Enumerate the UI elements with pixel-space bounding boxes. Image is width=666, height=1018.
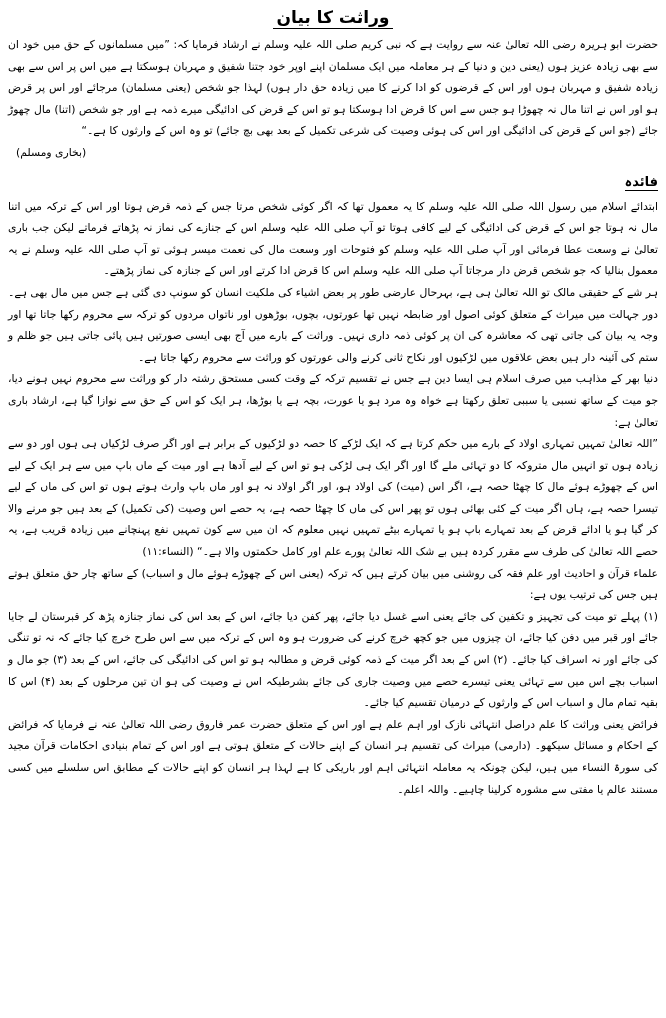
- body-paragraph: علماء قرآن و احادیث اور علم فقہ کی روشنی میں بیان کرتے ہیں کہ ترکہ (یعنی اس کے چھوڑے ہوئے مال و اسباب) کے ساتھ چار حق متعلق ہوتے ہیں جس کی ترتیب یوں ہے:: [8, 566, 658, 602]
- page-title: وراثت کا بیان: [8, 6, 658, 30]
- body-paragraph: فرائض یعنی وراثت کا علم دراصل انتہائی نازک اور اہم علم ہے اور اس کے متعلق حضرت عمر فاروق رضی اللہ تعالیٰ عنہ نے فرمایا کہ فرائض کے احکام و مسائل سیکھو۔ (دارمی) میراث کی تقسیم ہر انسان کے اپنے حالات کے متعلق ہوتی ہے اور اس کے تمام بنیادی احکامات قرآن مجید کی سورۃ النساء میں ہیں، لیکن چونکہ یہ معاملہ انتہائی اہم اور باریکی کا ہے لہذا ہر انسان کو اپنے حالات کے مطابق اس سلسلے میں کسی مستند عالم یا مفتی سے مشورہ کرلینا چاہیے۔ واللہ اعلم۔: [8, 717, 658, 796]
- hadith-paragraph: حضرت ابو ہریرہ رضی اللہ تعالیٰ عنہ سے روایت ہے کہ نبی کریم صلی اللہ علیہ وسلم نے ارشاد فرمایا کہ: ”میں مسلمانوں کے حق میں خود ان سے بھی زیادہ عزیز ہوں (یعنی دین و دنیا کے ہر معاملہ میں ایک مسلمان اپنے اوپر خود جتنا شفیق و مہربان ہوسکتا ہے میں اس پر اس سے بھی زیادہ شفیق و مہربان ہوں اور اس کے قرضوں کو ادا کرنے کا میں زیادہ حق دار ہوں) لہذا جو شخص (یعنی مسلمان) مرجائے اور اس پر قرض ہو اور اس نے اتنا مال نہ چھوڑا ہو جس سے اس کا قرض ادا ہوسکتا ہو تو اس کے قرض کی ادائیگی میرے ذمہ ہے اور جو شخص (اتنا) مال چھوڑ جائے (جو اس کے قرض کی ادائیگی اور اس کی ہوئی وصیت کی شرعی تکمیل کے بعد بھی بچ جائے) تو وہ اس کے وارثوں کا ہے۔“: [8, 38, 658, 138]
- hadith-reference: (بخاری ومسلم): [16, 145, 87, 159]
- quran-quote-paragraph: ”اللہ تعالیٰ تمہیں تمہاری اولاد کے بارے میں حکم کرتا ہے کہ ایک لڑکے کا حصہ دو لڑکیوں کے برابر ہے اور اگر صرف لڑکیاں ہی ہوں اور دو سے زیادہ ہوں تو انہیں مال متروکہ کا دو تہائی ملے گا اور اگر ایک ہی لڑکی ہو تو اس کے لیے آدھا ہے اور میت کے ماں باپ میں سے ہر ایک کے لیے اس کے چھوڑے ہوئے مال کا چھٹا حصہ ہے، اگر اس (میت) کی اولاد ہو، اور اگر اولاد نہ ہو اور ماں باپ وارث ہوتے ہوں تو اس کی ماں کے لیے تیسرا حصہ ہے، ہاں اگر میت کے کئی بھائی ہوں تو پھر اس کی ماں کا چھٹا حصہ ہے، یہ حصے اس وصیت (کی تکمیل) کے بعد ہیں جو مرنے والا کر گیا ہو یا ادائے قرض کے بعد تمہارے باپ ہو یا تمہارے بیٹے تمہیں نہیں معلوم کہ ان میں سے کون تمہیں نفع پہنچانے میں زیادہ قریب ہے، یہ حصے اللہ تعالیٰ کی طرف سے مقرر کردہ ہیں بے شک اللہ تعالیٰ پورے علم اور کامل حکمتوں والا ہے۔“ (النساء:۱۱): [8, 437, 658, 559]
- body-paragraph: ابتدائے اسلام میں رسول اللہ صلی اللہ علیہ وسلم کا یہ معمول تھا کہ اگر کوئی شخص مرتا جس کے ذمہ قرض ہوتا اور اس کے ترکہ میں اتنا مال نہ ہوتا جو اس کے قرض کی ادائیگی کے لیے کافی ہوتا تو آپ صلی اللہ علیہ وسلم اس کے جنازے کی نماز نہ پڑھاتے فرماتے لیکن جب باری تعالیٰ نے وسعت عطا فرمائی اور آپ صلی اللہ علیہ وسلم کو فتوحات اور وسعت مال کی نعمت میسر ہوئی تو آپ صلی اللہ علیہ وسلم نے یہ معمول بنالیا کہ جو شخص قرض دار مرجاتا آپ صلی اللہ علیہ وسلم اس کا قرض ادا کرتے اور اس کے جنازہ کی نماز پڑھتے۔: [8, 199, 658, 278]
- body-paragraph: دنیا بھر کے مذاہب میں صرف اسلام ہی ایسا دین ہے جس نے تقسیم ترکہ کے وقت کسی مستحق رشتہ دار کو وراثت سے محروم نہیں ہونے دیا، جو میت کے ساتھ نسبی یا سببی تعلق رکھتا ہے خواہ وہ مرد ہو یا عورت، بچہ ہے یا بوڑھا، ہر ایک کو اس کے حق سے نوازا گیا ہے، ارشاد باری تعالیٰ ہے:: [8, 372, 658, 429]
- numbered-steps-paragraph: (۱) پہلے تو میت کی تجہیز و تکفین کی جائے یعنی اسے غسل دیا جائے، پھر کفن دیا جائے، اس کے بعد اس کی نماز جنازہ پڑھ کر قبرستان لے جایا جائے اور قبر میں دفن کیا جائے، ان چیزوں میں جو کچھ خرچ کرنے کی ضرورت ہو وہ اس کے ترکہ میں سے اس طرح خرچ کیا جائے کہ نہ تو تنگی کی جائے اور نہ اسراف کیا جائے۔ (۲) اس کے بعد اگر میت کے ذمہ کوئی قرض و مطالبہ ہو تو اس کی ادائیگی کی جائے، اس کے بعد (۳) جو مال و اسباب بچے اس میں سے تہائی یعنی تیسرے حصے میں وصیت جاری کی جائے بشرطیکہ اس نے وصیت کی ہو ان تین مرحلوں کے بعد (۴) اس کا بقیہ تمام مال و اسباب اس کے وارثوں کے درمیان تقسیم کیا جائے۔: [8, 609, 659, 710]
- body-paragraph: ہر شے کے حقیقی مالک تو اللہ تعالیٰ ہی ہے، بہرحال عارضی طور پر بعض اشیاء کی ملکیت انسان کو سونپ دی گئی ہے جس میں مال بھی ہے۔ دور جہالت میں میراث کے متعلق کوئی اصول اور ضابطہ نہیں تھا عورتوں، بچوں، بوڑھوں اور ناتواں مردوں کو ترکہ سے محروم رکھا جاتا تھا اور وجہ یہ بیان کی جاتی تھی کہ معاشرہ کی ان پر کوئی ذمہ داری نہیں۔ وراثت کے بارے میں آج بھی ایسی صورتیں ہیں پائی جاتی ہیں جو ظلم و ستم کی آئینہ دار ہیں بعض علاقوں میں لڑکیوں اور نکاح ثانی کرنے والی عورتوں کو وراثت سے محروم رکھا جاتا ہے۔: [8, 285, 658, 364]
- section-heading: فائدہ: [624, 174, 658, 190]
